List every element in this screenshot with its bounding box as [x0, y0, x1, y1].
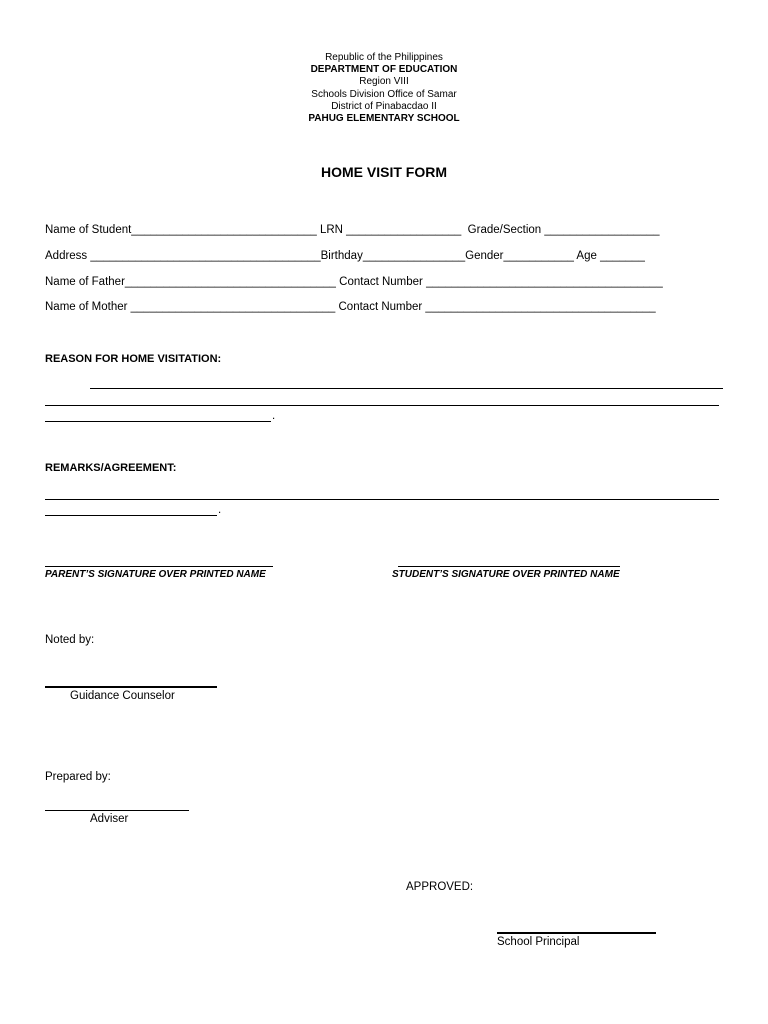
remarks-label: REMARKS/AGREEMENT: — [45, 462, 177, 474]
reason-line-1 — [90, 388, 723, 389]
reason-line-3 — [45, 421, 271, 422]
reason-end-mark: . — [272, 410, 276, 422]
header-division: Schools Division Office of Samar — [311, 89, 457, 100]
father-row: Name of Father_________________________________ Contact Number _____________________________________ — [45, 276, 663, 288]
address-row: Address ____________________________________Birthday________________Gender___________ Age _______ — [45, 250, 645, 262]
student-signature-label: STUDENT’S SIGNATURE OVER PRINTED NAME — [392, 569, 620, 580]
remarks-line-1 — [45, 499, 719, 500]
guidance-counselor-label: Guidance Counselor — [70, 690, 175, 702]
student-signature-line — [398, 566, 620, 567]
principal-signature-line — [497, 932, 656, 934]
adviser-label: Adviser — [90, 813, 129, 825]
parent-signature-line — [45, 566, 273, 567]
approved-label: APPROVED: — [406, 881, 474, 893]
header-region: Region VIII — [359, 76, 409, 87]
header-district: District of Pinabacdao II — [331, 101, 437, 112]
guidance-signature-line — [45, 686, 217, 688]
prepared-by-label: Prepared by: — [45, 771, 111, 783]
header-school: PAHUG ELEMENTARY SCHOOL — [308, 113, 460, 124]
parent-signature-label: PARENT’S SIGNATURE OVER PRINTED NAME — [45, 569, 266, 580]
header-department: DEPARTMENT OF EDUCATION — [310, 64, 458, 75]
adviser-signature-line — [45, 810, 189, 811]
reason-line-2 — [45, 405, 719, 406]
mother-row: Name of Mother ________________________________ Contact Number ____________________________________ — [45, 301, 656, 313]
remarks-end-mark: . — [218, 504, 222, 516]
student-info-row: Name of Student_____________________________ LRN __________________ Grade/Section __________________ — [45, 224, 660, 236]
remarks-line-2 — [45, 515, 217, 516]
form-title: HOME VISIT FORM — [321, 164, 447, 180]
noted-by-label: Noted by: — [45, 634, 95, 646]
header-republic: Republic of the Philippines — [325, 52, 443, 63]
school-principal-label: School Principal — [497, 936, 580, 948]
reason-label: REASON FOR HOME VISITATION: — [45, 353, 222, 365]
